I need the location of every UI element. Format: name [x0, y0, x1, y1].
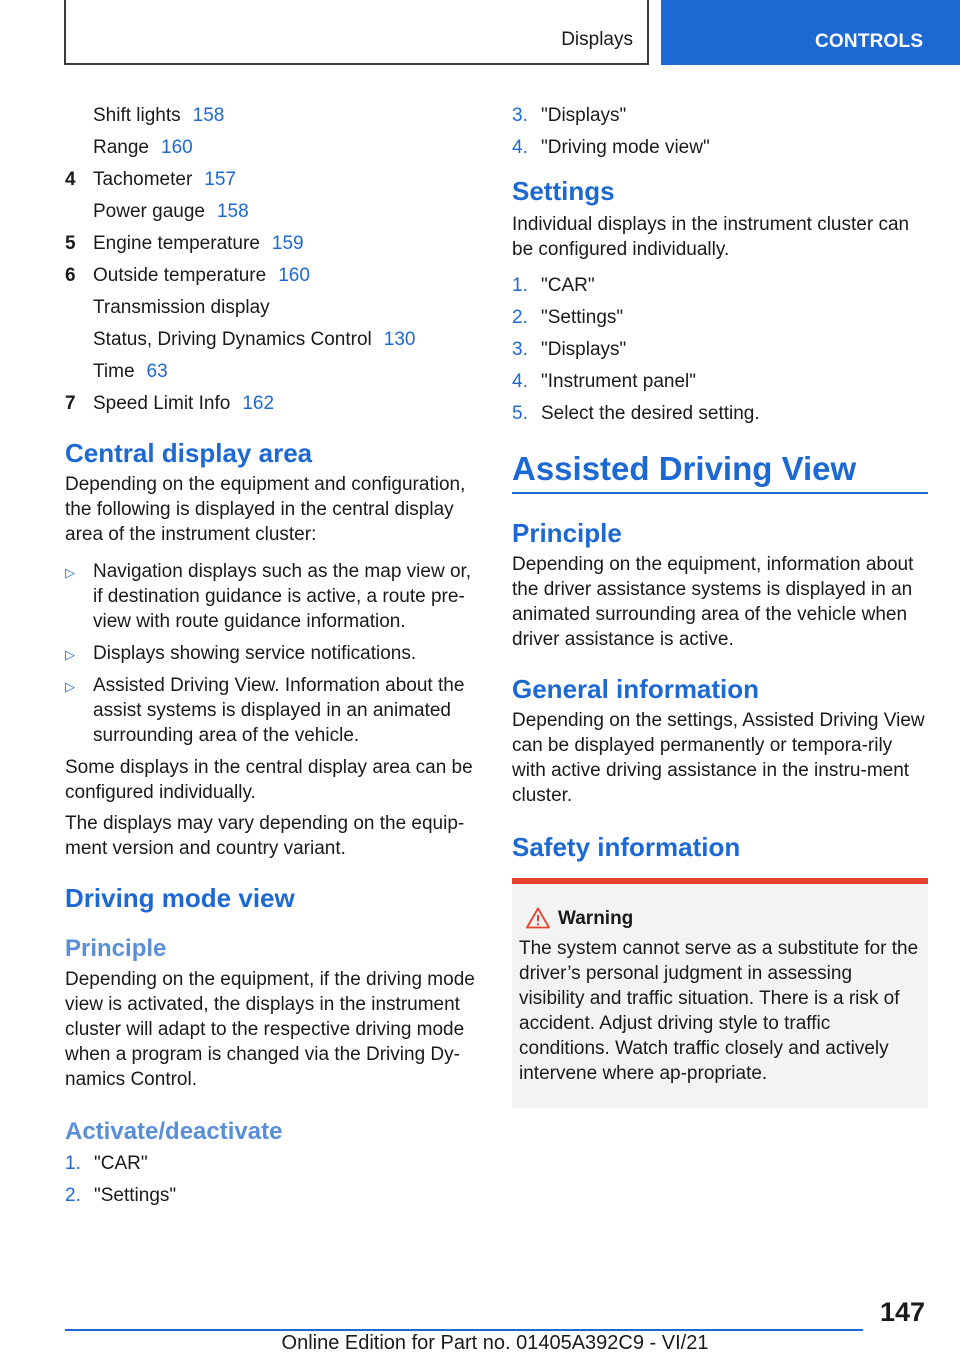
- step-number: 3.: [512, 339, 528, 360]
- header-chapter-tab[interactable]: [661, 0, 960, 65]
- right-column: [512, 100, 928, 1108]
- step-number: 4.: [512, 137, 528, 158]
- left-column: [65, 100, 485, 1212]
- triangle-bullet-icon: ▷: [65, 647, 75, 662]
- legend-item: [65, 388, 485, 420]
- triangle-bullet-icon: ▷: [65, 565, 75, 580]
- legend-item: [65, 164, 485, 196]
- step-number: 2.: [512, 307, 528, 328]
- central-display-paragraph: Some displays in the central display area can be configured individually.: [65, 757, 473, 803]
- bullet-item: [65, 673, 485, 748]
- step-number: 5.: [512, 403, 528, 424]
- page-reference-link[interactable]: 162: [242, 393, 275, 414]
- step-item: [512, 398, 928, 430]
- step-item: [65, 1180, 485, 1212]
- legend-label: Speed Limit Info: [93, 393, 231, 414]
- page-reference-link[interactable]: 158: [216, 201, 249, 222]
- page-reference-link[interactable]: 159: [271, 233, 304, 254]
- page-reference-link[interactable]: 158: [192, 105, 225, 126]
- legend-label: Time: [93, 361, 135, 382]
- page-reference-link[interactable]: 63: [146, 361, 168, 382]
- central-display-paragraph: The displays may vary depending on the equip-ment version and country variant.: [65, 813, 465, 859]
- legend-number: 7: [65, 393, 76, 414]
- page-reference-link[interactable]: 157: [204, 169, 236, 190]
- central-display-bullets: [65, 559, 485, 748]
- legend-number: 4: [65, 169, 76, 190]
- page-number: 147: [880, 1297, 926, 1327]
- legend-label: Engine temperature: [93, 233, 260, 254]
- assisted-driving-view-heading: Assisted Driving View: [512, 450, 857, 487]
- warning-text: The system cannot serve as a substitute for the driver’s personal judgment in assessing visibility and traffic situation. There is a risk of accident. Adjust driving style to traffic conditions. Watch traffic closely and actively intervene where ap-propriate.: [519, 938, 919, 1084]
- step-item: [512, 366, 928, 398]
- step-item: [512, 270, 928, 302]
- bullet-item: [65, 641, 485, 666]
- legend-item: [65, 228, 485, 260]
- driving-mode-principle-text: Depending on the equipment, if the driving mode view is activated, the displays in the instrument cluster will adapt to the respective driving mode when a program is changed via the Driving Dy-namics Control.: [65, 969, 475, 1090]
- legend-item: [65, 260, 485, 292]
- legend-number: 5: [65, 233, 76, 254]
- activate-steps: [65, 1148, 485, 1212]
- page-reference-link[interactable]: 130: [383, 329, 416, 350]
- driving-mode-principle-heading: Principle: [65, 935, 167, 962]
- legend-label: Range: [93, 137, 149, 158]
- step-text: "Displays": [541, 105, 627, 126]
- settings-heading: Settings: [512, 176, 615, 206]
- settings-steps: [512, 270, 928, 430]
- legend-item: [65, 324, 485, 356]
- step-number: 2.: [65, 1185, 81, 1206]
- step-item: [512, 302, 928, 334]
- header-chapter-title: CONTROLS: [815, 31, 924, 52]
- legend-item: [65, 356, 485, 388]
- step-number: 1.: [65, 1153, 81, 1174]
- warning-label: Warning: [558, 908, 634, 929]
- legend-label: Transmission display: [93, 297, 270, 318]
- step-item: [512, 334, 928, 366]
- warning-box: [512, 878, 928, 1108]
- header-section-box: [64, 0, 649, 65]
- warning-header: [519, 904, 921, 934]
- step-text: "Displays": [541, 339, 627, 360]
- warning-triangle-icon: [526, 907, 550, 929]
- legend-item: [65, 100, 485, 132]
- central-display-intro: Depending on the equipment and configuration, the following is displayed in the central display area of the instrument cluster:: [65, 474, 466, 545]
- step-text: "Instrument panel": [541, 371, 697, 392]
- general-information-text: Depending on the settings, Assisted Driving View can be displayed permanently or tempora-rily with active driving assistance in the instru-ment cluster.: [512, 710, 925, 806]
- step-text: "Driving mode view": [541, 137, 710, 158]
- step-item: [512, 100, 928, 132]
- adv-principle-heading: Principle: [512, 518, 622, 548]
- footer-edition: Online Edition for Part no. 01405A392C9 - VI/21: [281, 1332, 709, 1354]
- settings-text: Individual displays in the instrument cluster can be configured individually.: [512, 214, 910, 260]
- legend-item: [65, 292, 485, 324]
- legend-label: Shift lights: [93, 105, 181, 126]
- legend-item: [65, 196, 485, 228]
- legend-label: Tachometer: [93, 169, 193, 190]
- step-number: 1.: [512, 275, 528, 296]
- legend-list: [65, 100, 485, 420]
- legend-label: Outside temperature: [93, 265, 267, 286]
- legend-label: Power gauge: [93, 201, 205, 222]
- step-text: "Settings": [94, 1185, 177, 1206]
- activate-steps-continued: [512, 100, 928, 164]
- general-information-heading: General information: [512, 674, 760, 704]
- bullet-text: Assisted Driving View. Information about the assist systems is displayed in an animated surrounding area of the vehicle.: [93, 675, 465, 746]
- bullet-text: Displays showing service notifications.: [93, 643, 417, 664]
- legend-label: Status, Driving Dynamics Control: [93, 329, 372, 350]
- bullet-item: [65, 559, 485, 634]
- activate-deactivate-heading: Activate/deactivate: [65, 1118, 283, 1145]
- step-item: [65, 1148, 485, 1180]
- legend-item: [65, 132, 485, 164]
- step-text: "Settings": [541, 307, 624, 328]
- step-text: "CAR": [541, 275, 595, 296]
- footer-rule: [65, 1329, 863, 1331]
- step-text: Select the desired setting.: [541, 403, 760, 424]
- step-item: [512, 132, 928, 164]
- step-text: "CAR": [94, 1153, 148, 1174]
- adv-principle-text: Depending on the equipment, information about the driver assistance systems is displayed in an animated surrounding area of the vehicle when driver assistance is active.: [512, 554, 914, 650]
- driving-mode-view-heading: Driving mode view: [65, 883, 295, 913]
- legend-number: 6: [65, 265, 76, 286]
- step-number: 3.: [512, 105, 528, 126]
- triangle-bullet-icon: ▷: [65, 679, 75, 694]
- step-number: 4.: [512, 371, 528, 392]
- page-reference-link[interactable]: 160: [161, 137, 193, 158]
- central-display-heading: Central display area: [65, 438, 313, 468]
- header-section-title: Displays: [561, 29, 633, 50]
- safety-information-heading: Safety information: [512, 832, 741, 862]
- page-reference-link[interactable]: 160: [278, 265, 310, 286]
- bullet-text: Navigation displays such as the map view or, if destination guidance is active, a route pre-view with route guidance information.: [93, 561, 472, 632]
